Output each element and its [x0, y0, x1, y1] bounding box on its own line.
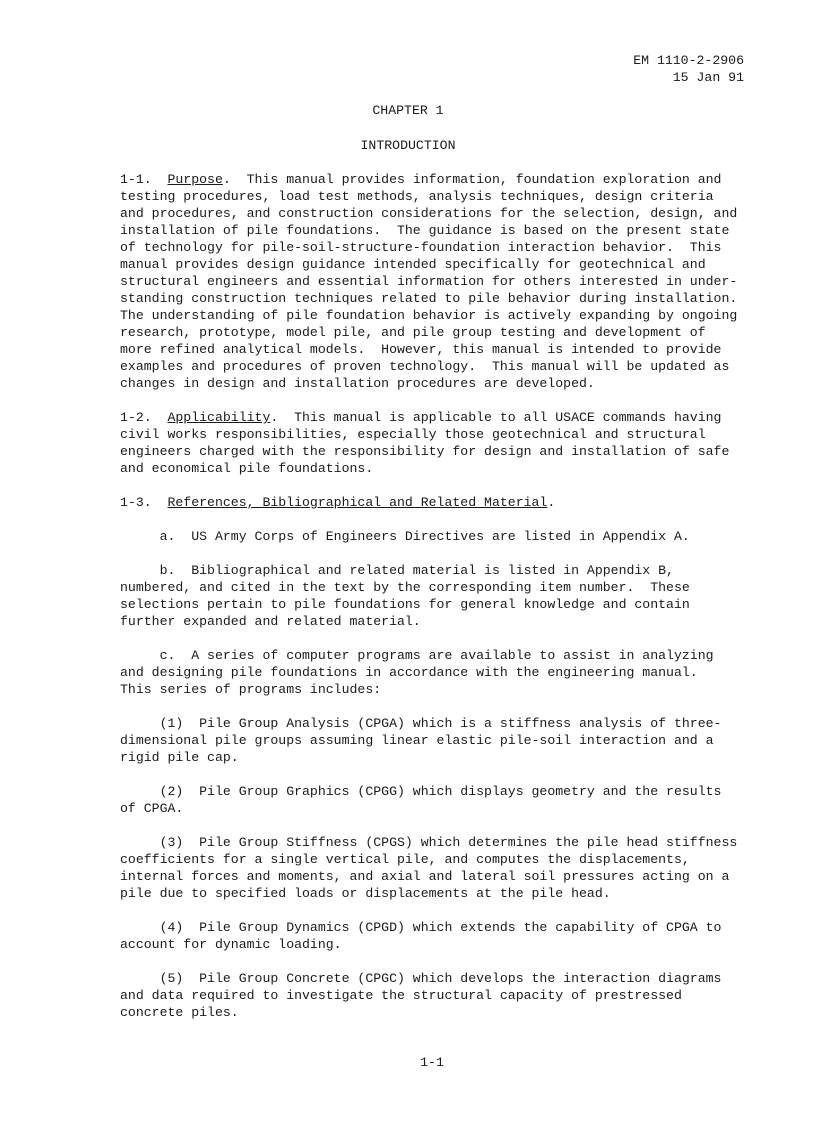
- paragraph-c: c. A series of computer programs are available to assist in analyzing and designing pile foundations in accordance with the engineering manual. This series of programs includes:: [120, 648, 714, 697]
- section-heading-period: .: [547, 495, 556, 510]
- chapter-label: CHAPTER 1: [372, 103, 444, 118]
- section-number: 1-1.: [120, 172, 168, 187]
- section-applicability: [120, 409, 750, 477]
- chapter-title: INTRODUCTION: [360, 138, 456, 153]
- section-first-line: . This manual is applicable to all USACE commands having: [270, 410, 722, 425]
- document-date: 15 Jan 91: [672, 70, 744, 85]
- paragraph-a: a. US Army Corps of Engineers Directives are listed in Appendix A.: [120, 529, 690, 544]
- section-first-line: . This manual provides information, foundation exploration and: [222, 172, 722, 187]
- document-number: EM 1110-2-2906: [633, 53, 744, 68]
- document-header: [633, 52, 744, 86]
- page-number: 1-1: [420, 1055, 444, 1070]
- section-heading: Purpose: [167, 172, 223, 187]
- section-body: testing procedures, load test methods, analysis techniques, design criteria and procedures, and construction considerations for the selection, design, and installation of pile foundations. The guidance is based on the present state of technology for pile-soil-structure-foundation interaction behavior. This manual provides design guidance intended specifically for geotechnical and structural engineers and essential information for others interested in under- standing construction techniques related to pile behavior during installation. The understanding of pile foundation behavior is actively expanding by ongoing research, prototype, model pile, and pile group testing and development of more refined analytical models. However, this manual is intended to provide examples and procedures of proven technology. This manual will be updated as changes in design and installation procedures are developed.: [120, 189, 738, 391]
- section-references: [120, 494, 750, 511]
- section-heading: Applicability: [167, 410, 271, 425]
- paragraph-b: b. Bibliographical and related material is listed in Appendix B, numbered, and cited in the text by the corresponding item number. These selections pertain to pile foundations for general knowledge and contain further expanded and related material.: [120, 563, 690, 629]
- program-item-2: (2) Pile Group Graphics (CPGG) which displays geometry and the results of CPGA.: [120, 784, 722, 816]
- program-item-5: (5) Pile Group Concrete (CPGC) which develops the interaction diagrams and data required to investigate the structural capacity of prestressed concrete piles.: [120, 971, 722, 1020]
- section-body: civil works responsibilities, especially those geotechnical and structural engineers charged with the responsibility for design and installation of safe and economical pile foundations.: [120, 427, 730, 476]
- section-purpose: [120, 171, 750, 392]
- section-heading: References, Bibliographical and Related Material: [167, 495, 548, 510]
- program-item-4: (4) Pile Group Dynamics (CPGD) which extends the capability of CPGA to account for dynamic loading.: [120, 920, 722, 952]
- section-number: 1-3.: [120, 495, 168, 510]
- program-item-1: (1) Pile Group Analysis (CPGA) which is a stiffness analysis of three- dimensional pile groups assuming linear elastic pile-soil interaction and a rigid pile cap.: [120, 716, 722, 765]
- section-number: 1-2.: [120, 410, 168, 425]
- program-item-3: (3) Pile Group Stiffness (CPGS) which determines the pile head stiffness coefficients for a single vertical pile, and computes the displacements, internal forces and moments, and axial and lateral soil pressures acting on a pile due to specified loads or displacements at the pile head.: [120, 835, 738, 901]
